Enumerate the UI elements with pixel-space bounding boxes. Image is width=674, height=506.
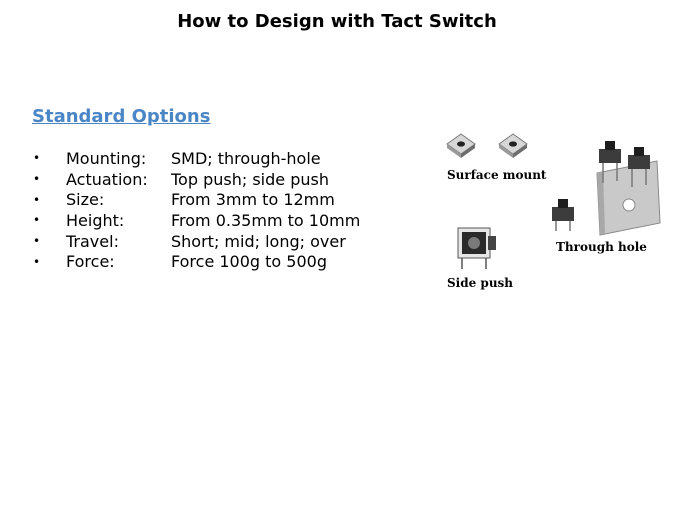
bullet-icon: •	[33, 172, 41, 187]
page-title: How to Design with Tact Switch	[177, 11, 497, 32]
bullet-icon: •	[33, 213, 41, 228]
bullet-icon: •	[33, 254, 41, 269]
side-push-caption: Side push	[447, 276, 514, 290]
list-item	[33, 231, 360, 252]
list-item	[33, 148, 360, 169]
option-label: Travel:	[66, 231, 119, 251]
option-label: Height:	[66, 210, 125, 230]
option-label: Actuation:	[66, 169, 148, 189]
list-item	[33, 210, 360, 231]
list-item	[33, 169, 360, 190]
surface-mount-switch-image	[445, 130, 540, 162]
options-list	[33, 148, 360, 272]
option-value: From 3mm to 12mm	[171, 190, 335, 210]
surface-mount-caption: Surface mount	[447, 168, 547, 182]
option-value: Force 100g to 500g	[171, 252, 327, 272]
side-push-switch-image	[452, 222, 502, 272]
through-hole-switch-image	[545, 135, 663, 240]
option-value: SMD; through-hole	[171, 148, 321, 168]
bullet-icon: •	[33, 234, 41, 249]
bullet-icon: •	[33, 151, 41, 166]
option-value: Top push; side push	[171, 169, 329, 189]
option-value: From 0.35mm to 10mm	[171, 210, 361, 230]
option-label: Force:	[66, 252, 115, 272]
section-heading: Standard Options	[32, 106, 211, 127]
bullet-icon: •	[33, 192, 41, 207]
option-value: Short; mid; long; over	[171, 231, 346, 251]
through-hole-caption: Through hole	[556, 240, 647, 254]
option-label: Mounting:	[66, 148, 147, 168]
list-item	[33, 189, 360, 210]
option-label: Size:	[66, 190, 105, 210]
list-item	[33, 251, 360, 272]
